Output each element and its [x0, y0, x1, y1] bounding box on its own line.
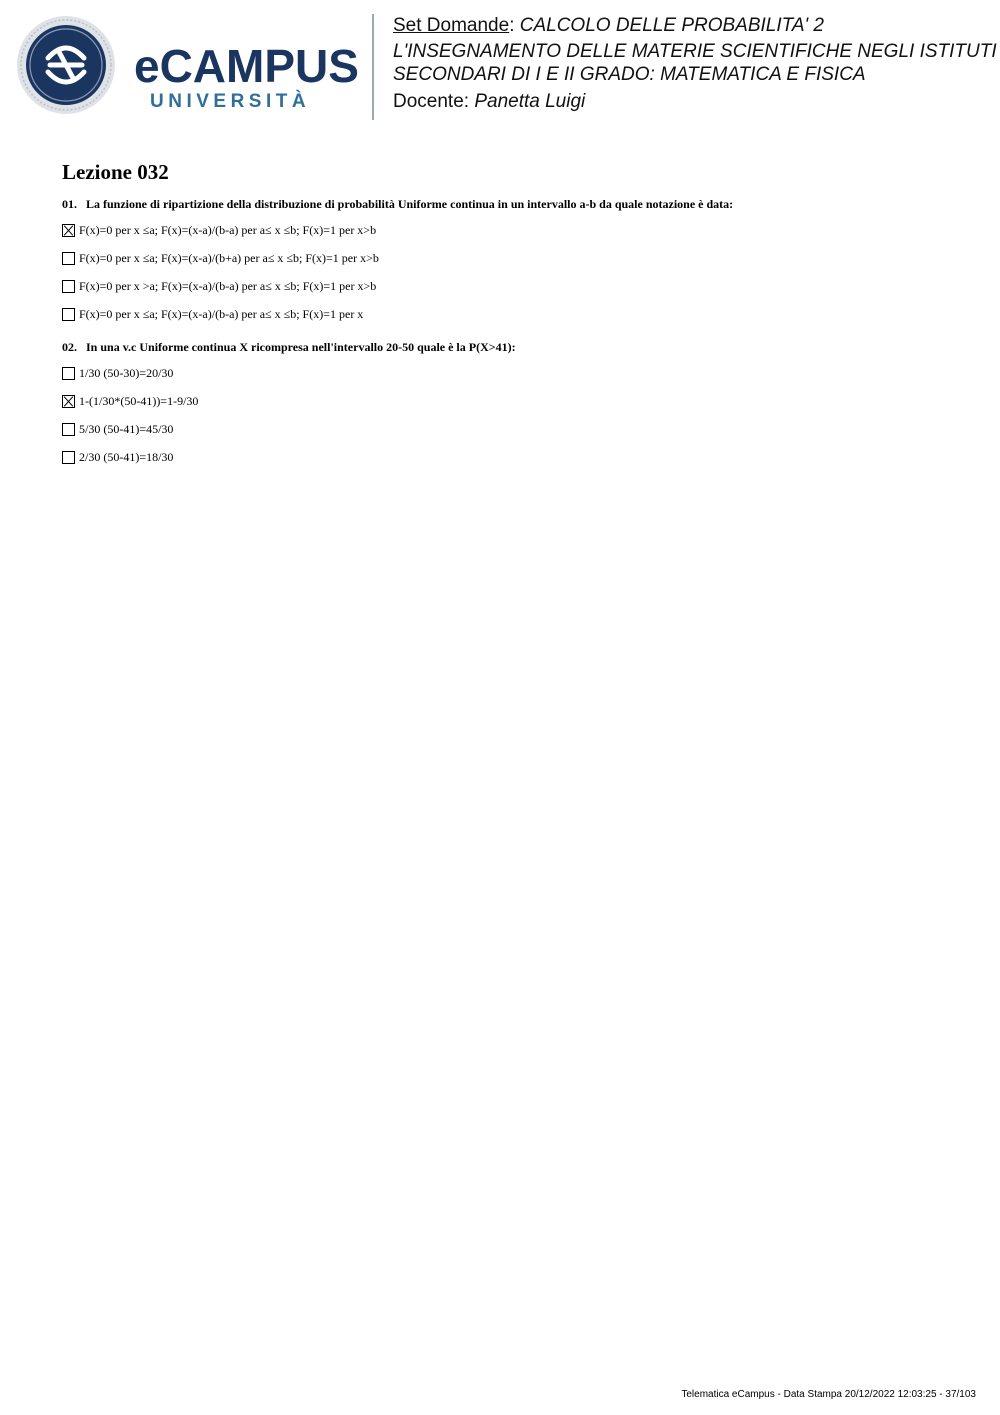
header-divider [372, 14, 374, 120]
question-text [62, 197, 962, 212]
option-row [62, 421, 962, 437]
set-line [393, 14, 1000, 37]
option-label: F(x)=0 per x >a; F(x)=(x-a)/(b-a) per a≤ x ≤b; F(x)=1 per x>b [79, 278, 377, 293]
answer-checkbox[interactable] [62, 451, 75, 464]
teacher-label: Docente: [393, 91, 475, 112]
logo-brand: eCAMPUS [134, 40, 359, 92]
logo-subtitle: UNIVERSITÀ [150, 91, 311, 112]
question-label: In una v.c Uniforme continua X ricompresa nell'intervallo 20-50 quale è la P(X>41): [86, 340, 516, 354]
set-separator: : [509, 15, 520, 36]
answer-checkbox[interactable] [62, 252, 75, 265]
ecampus-logo [14, 14, 359, 116]
teacher-line [393, 90, 1000, 113]
option-row [62, 306, 962, 322]
option-row [62, 365, 962, 381]
option-label: F(x)=0 per x ≤a; F(x)=(x-a)/(b-a) per a≤ x ≤b; F(x)=1 per x [79, 306, 364, 321]
print-footer: Telematica eCampus - Data Stampa 20/12/2022 12:03:25 - 37/103 [681, 1389, 976, 1400]
question-1 [62, 197, 962, 322]
lesson-title: Lezione 032 [62, 160, 169, 184]
answer-checkbox[interactable] [62, 308, 75, 321]
question-label: La funzione di ripartizione della distribuzione di probabilità Uniforme continua in un intervallo a-b da quale notazione è data: [86, 197, 734, 211]
set-label: Set Domande [393, 15, 510, 36]
set-title: CALCOLO DELLE PROBABILITA' 2 [519, 15, 824, 36]
answer-checkbox[interactable] [62, 367, 75, 380]
option-row [62, 222, 962, 238]
question-text [62, 340, 962, 355]
answer-checkbox[interactable] [62, 423, 75, 436]
option-label: F(x)=0 per x ≤a; F(x)=(x-a)/(b+a) per a≤ x ≤b; F(x)=1 per x>b [79, 250, 379, 265]
question-number: 02. [62, 340, 77, 354]
question-2 [62, 340, 962, 465]
answer-checkbox[interactable] [62, 280, 75, 293]
option-label: 1-(1/30*(50-41))=1-9/30 [79, 393, 199, 408]
main-content [62, 160, 962, 483]
option-label: 1/30 (50-30)=20/30 [79, 365, 174, 380]
option-label: 2/30 (50-41)=18/30 [79, 449, 174, 464]
option-row [62, 278, 962, 294]
option-row [62, 449, 962, 465]
option-label: F(x)=0 per x ≤a; F(x)=(x-a)/(b-a) per a≤ x ≤b; F(x)=1 per x>b [79, 222, 377, 237]
header-info [393, 14, 1000, 113]
answer-checkbox[interactable] [62, 395, 75, 408]
teacher-name: Panetta Luigi [474, 91, 586, 112]
option-label: 5/30 (50-41)=45/30 [79, 421, 174, 436]
option-row [62, 393, 962, 409]
answer-checkbox[interactable] [62, 224, 75, 237]
page-header [0, 0, 1000, 125]
question-number: 01. [62, 197, 77, 211]
course-title: L'INSEGNAMENTO DELLE MATERIE SCIENTIFICHE NEGLI ISTITUTI SECONDARI DI I E II GRADO: MATEMATICA E FISICA [393, 41, 997, 85]
option-row [62, 250, 962, 266]
